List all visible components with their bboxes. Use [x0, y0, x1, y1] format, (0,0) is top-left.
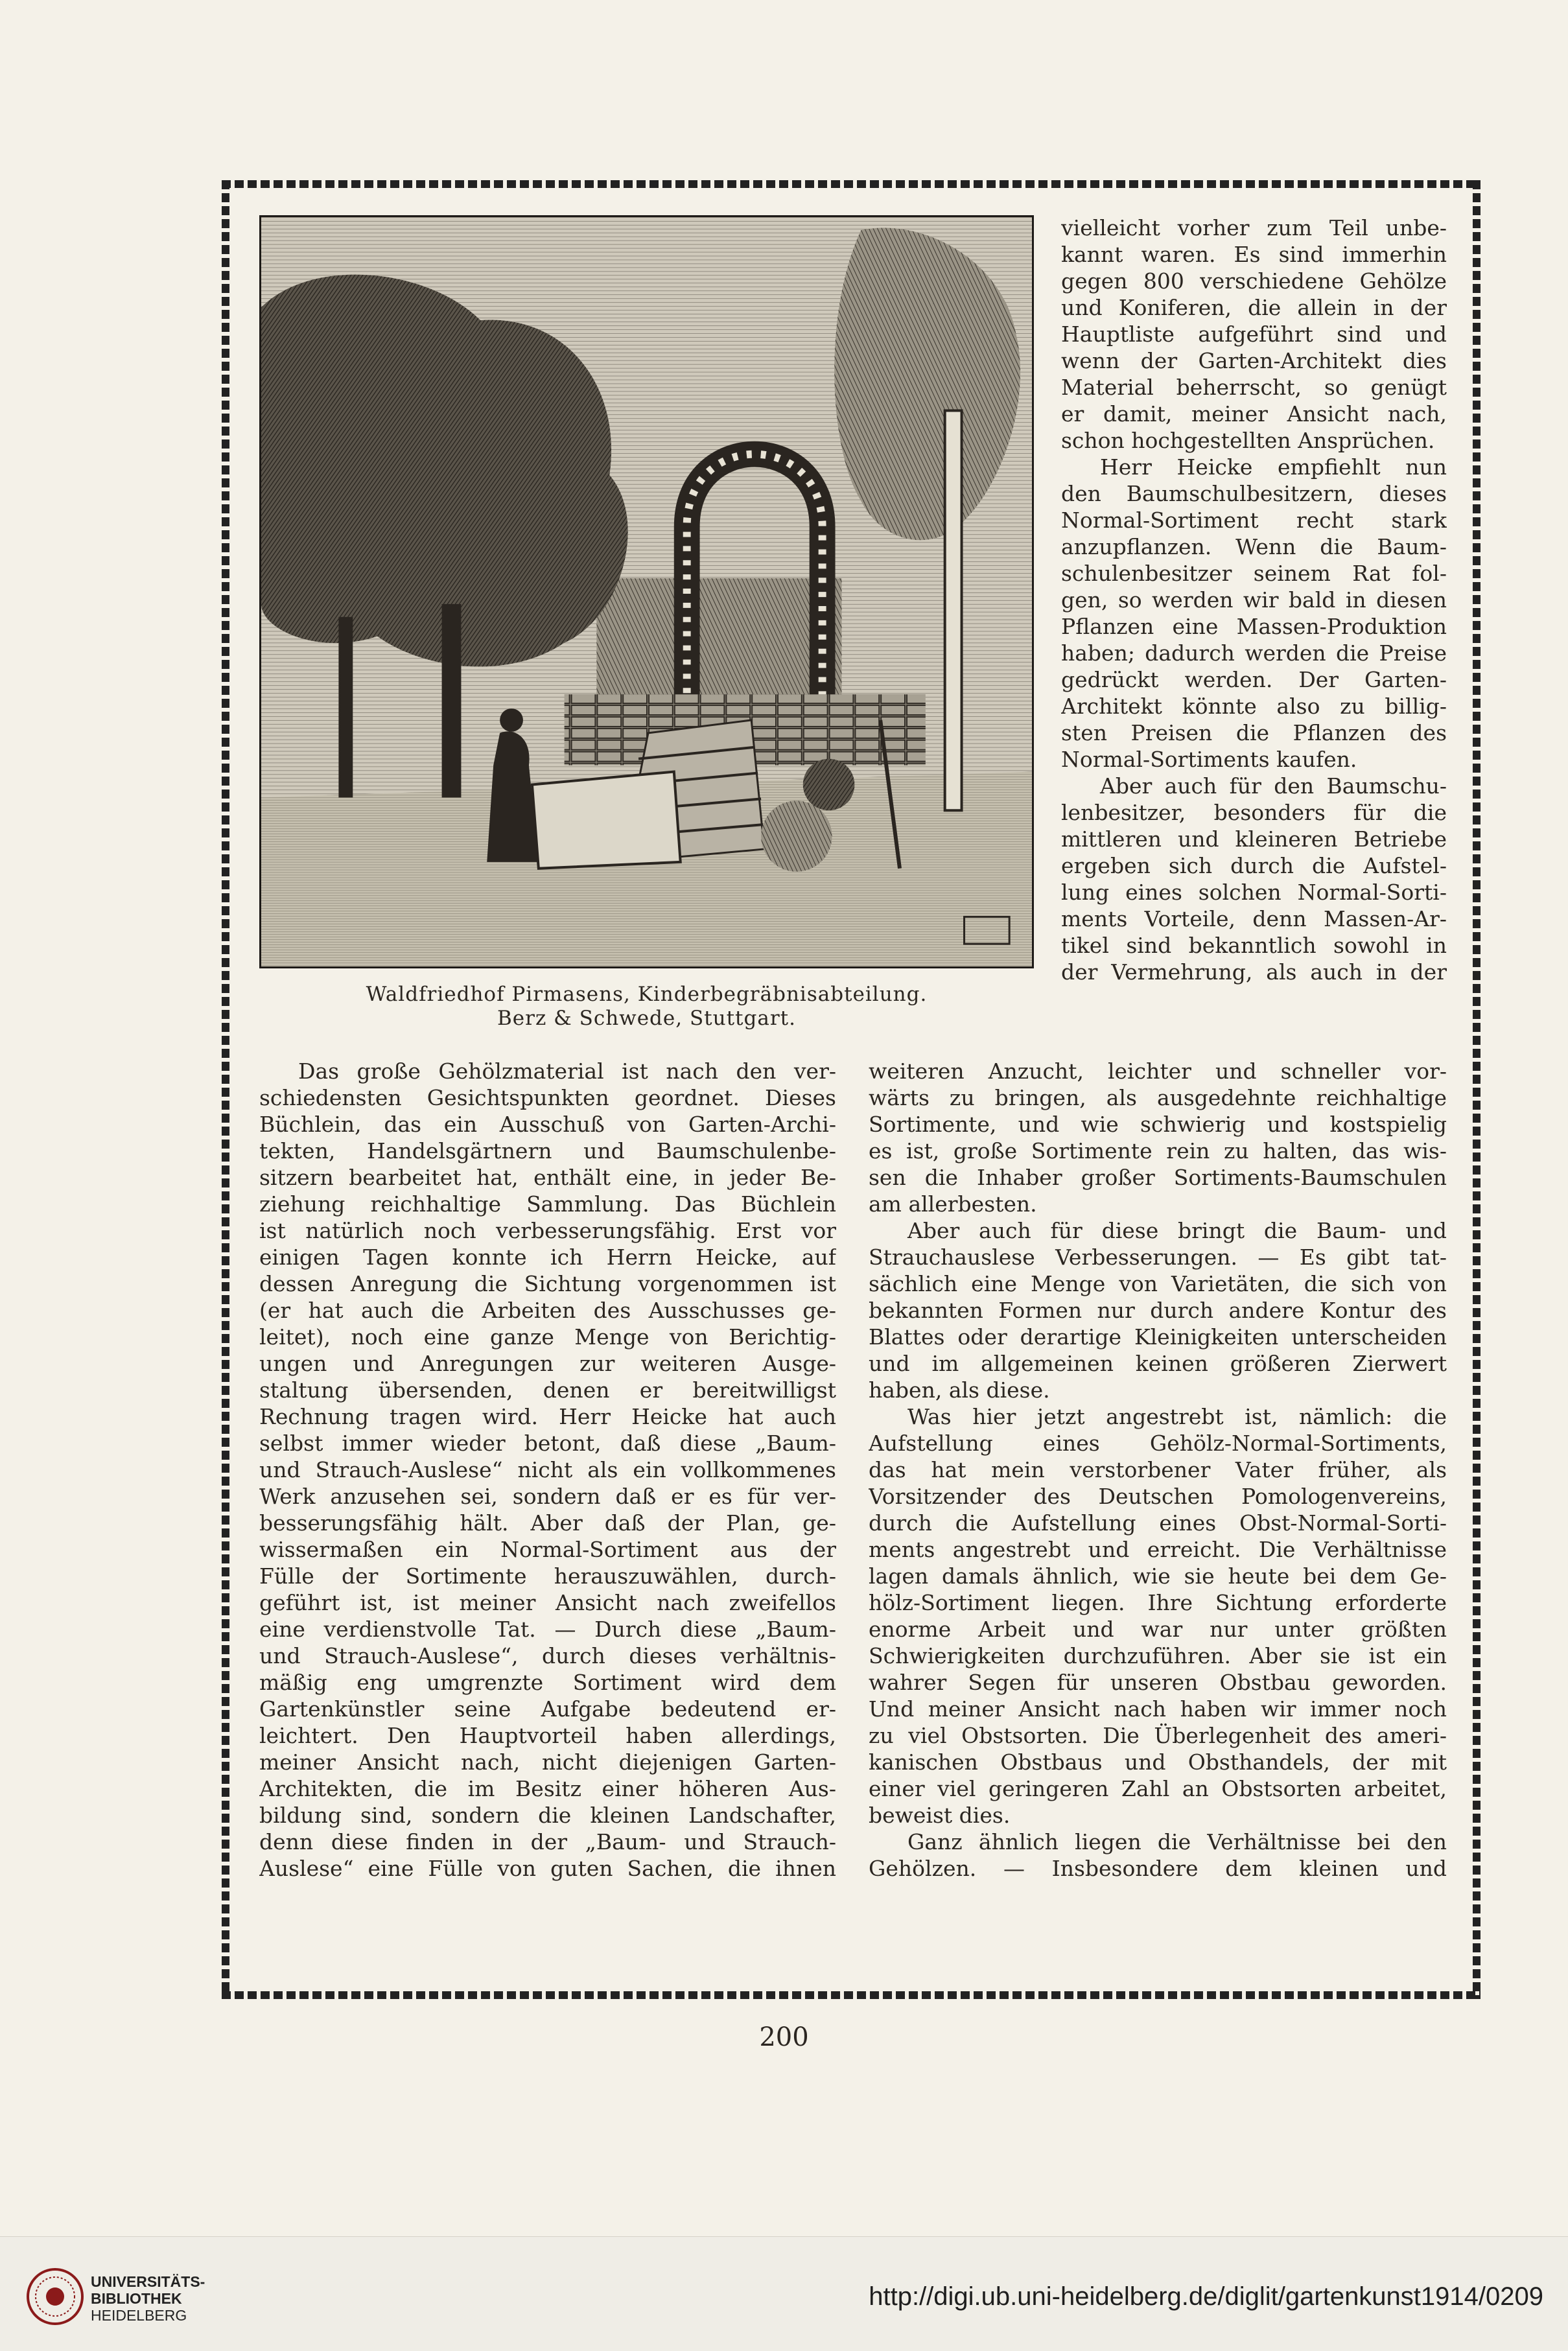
text-line: mäßig eng umgrenzte Sortiment wird dem: [259, 1670, 836, 1695]
text-line: enorme Arbeit und war nur unter größten: [869, 1617, 1447, 1642]
border-top: [222, 180, 1480, 188]
text-line: schon hochgestellten Ansprüchen.: [1061, 428, 1435, 453]
text-line: Herr Heicke empfiehlt nun: [1100, 454, 1447, 480]
text-line: Aber auch für diese bringt die Baum- und: [907, 1218, 1447, 1243]
text-line: Vorsitzender des Deutschen Pomologenvereins,: [869, 1484, 1447, 1509]
text-line: haben, als diese.: [869, 1377, 1050, 1403]
text-line: vielleicht vorher zum Teil unbe-: [1061, 215, 1447, 240]
text-line: bekannten Formen nur durch andere Kontur des: [869, 1298, 1447, 1323]
text-line: eine verdienstvolle Tat. — Durch diese „Baum-: [259, 1617, 836, 1642]
text-line: Gehölzen. — Insbesondere dem kleinen und: [869, 1856, 1447, 1881]
text-line: lenbesitzer, besonders für die: [1061, 800, 1447, 825]
text-line: Büchlein, das ein Ausschuß von Garten-Archi-: [259, 1112, 836, 1137]
text-column-top-right: [1061, 215, 1447, 985]
text-line: es ist, große Sortimente rein zu halten, das wis-: [869, 1138, 1447, 1164]
text-line: er damit, meiner Ansicht nach,: [1061, 401, 1447, 427]
text-line: leichtert. Den Hauptvorteil haben allerdings,: [259, 1723, 836, 1748]
text-line: haben; dadurch werden die Preise: [1061, 640, 1447, 666]
source-url-link[interactable]: http://digi.ub.uni-heidelberg.de/diglit/gartenkunst1914/0209: [869, 2282, 1543, 2311]
text-line: der Vermehrung, als auch in der: [1061, 959, 1447, 985]
text-line: gen, so werden wir bald in diesen: [1061, 587, 1447, 613]
text-line: anzupflanzen. Wenn die Baum-: [1061, 534, 1447, 559]
text-column-right: [869, 1058, 1447, 1882]
text-line: selbst immer wieder betont, daß diese „Baum-: [259, 1431, 836, 1456]
text-line: meiner Ansicht nach, nicht diejenigen Garten-: [259, 1749, 836, 1775]
text-line: und im allgemeinen keinen größeren Zierwert: [869, 1351, 1447, 1376]
text-line: dessen Anregung die Sichtung vorgenommen ist: [259, 1271, 836, 1296]
text-line: besserungsfähig hält. Aber daß der Plan, ge-: [259, 1510, 836, 1536]
text-line: Ganz ähnlich liegen die Verhältnisse bei den: [907, 1829, 1447, 1854]
text-line: Normal-Sortiments kaufen.: [1061, 747, 1357, 772]
text-line: schulenbesitzer seinem Rat fol-: [1061, 561, 1447, 586]
text-line: (er hat auch die Arbeiten des Ausschusses ge-: [259, 1298, 836, 1323]
text-line: und Strauch-Auslese“ nicht als ein vollkommenes: [259, 1457, 836, 1482]
text-line: leitet), noch eine ganze Menge von Berichtig-: [259, 1324, 836, 1350]
caption-line: Berz & Schwede, Stuttgart.: [497, 1007, 796, 1030]
engraving-illustration: [259, 215, 1034, 968]
text-line: Auslese“ eine Fülle von guten Sachen, die ihnen: [259, 1856, 836, 1881]
text-line: Blattes oder derartige Kleinigkeiten unterscheiden: [869, 1324, 1447, 1350]
library-name-line: UNIVERSITÄTS-: [91, 2273, 205, 2290]
garden-engraving-image: [261, 217, 1032, 966]
text-line: wärts zu bringen, als ausgedehnte reichhaltige: [869, 1085, 1447, 1110]
text-line: zu viel Obstsorten. Die Überlegenheit des ameri-: [869, 1723, 1447, 1748]
text-line: gedrückt werden. Der Garten-: [1061, 667, 1447, 692]
text-line: einer viel geringeren Zahl an Obstsorten arbeitet,: [869, 1776, 1447, 1801]
text-line: wahrer Segen für unseren Obstbau geworden.: [869, 1670, 1447, 1695]
text-line: Schwierigkeiten durchzuführen. Aber sie ist ein: [869, 1643, 1447, 1668]
text-line: Fülle der Sortimente herauszuwählen, durch-: [259, 1563, 836, 1589]
text-line: lung eines solchen Normal-Sorti-: [1061, 880, 1447, 905]
page-number: 200: [759, 2022, 809, 2052]
text-line: ergeben sich durch die Aufstel-: [1061, 853, 1447, 878]
text-line: kannt waren. Es sind immerhin: [1061, 242, 1447, 267]
text-line: und Strauch-Auslese“, durch dieses verhältnis-: [259, 1643, 836, 1668]
text-line: hölz-Sortiment liegen. Ihre Sichtung erforderte: [869, 1590, 1447, 1615]
border-bottom: [222, 1991, 1480, 1999]
text-line: sitzern bearbeitet hat, enthält eine, in jeder Be-: [259, 1165, 836, 1190]
text-line: ungen und Anregungen zur weiteren Ausge-: [259, 1351, 836, 1376]
text-line: Werk anzusehen sei, sondern daß er es für ver-: [259, 1484, 836, 1509]
text-line: tikel sind bekanntlich sowohl in: [1061, 933, 1447, 958]
text-line: gegen 800 verschiedene Gehölze: [1061, 268, 1447, 294]
caption-line: Waldfriedhof Pirmasens, Kinderbegräbnisabteilung.: [366, 983, 928, 1006]
text-line: ments angestrebt und erreicht. Die Verhältnisse: [869, 1537, 1447, 1562]
text-line: Architekt könnte also zu billig-: [1061, 694, 1447, 719]
viewer-footer: [0, 2236, 1568, 2351]
text-line: Sortimente, und wie schwierig und kostspielig: [869, 1112, 1447, 1137]
text-line: kanischen Obstbaus und Obsthandels, der mit: [869, 1749, 1447, 1775]
library-name: [91, 2273, 205, 2324]
text-line: Hauptliste aufgeführt sind und: [1061, 322, 1447, 347]
text-line: einigen Tagen konnte ich Herrn Heicke, auf: [259, 1245, 836, 1270]
text-line: beweist dies.: [869, 1803, 1011, 1828]
text-line: Strauchauslese Verbesserungen. — Es gibt tat-: [869, 1245, 1447, 1270]
text-line: Architekten, die im Besitz einer höheren Aus-: [259, 1776, 836, 1801]
text-line: Normal-Sortiment recht stark: [1061, 508, 1447, 533]
text-line: am allerbesten.: [869, 1191, 1037, 1217]
text-line: staltung übersenden, denen er bereitwilligst: [259, 1377, 836, 1403]
text-line: mittleren und kleineren Betriebe: [1061, 826, 1447, 852]
text-line: sen die Inhaber großer Sortiments-Baumschulen: [869, 1165, 1447, 1190]
text-line: ments Vorteile, denn Massen-Ar-: [1061, 906, 1447, 931]
text-line: Das große Gehölzmaterial ist nach den ver-: [298, 1059, 836, 1084]
text-line: wissermaßen ein Normal-Sortiment aus der: [259, 1537, 836, 1562]
text-column-left: [259, 1058, 836, 1882]
library-name-line: BIBLIOTHEK: [91, 2290, 182, 2307]
text-line: schiedensten Gesichtspunkten geordnet. Dieses: [259, 1085, 836, 1110]
text-line: sächlich eine Menge von Varietäten, die sich von: [869, 1271, 1447, 1296]
text-line: weiteren Anzucht, leichter und schneller vor-: [869, 1059, 1447, 1084]
text-line: Was hier jetzt angestrebt ist, nämlich: die: [907, 1404, 1447, 1429]
text-line: Gartenkünstler seine Aufgabe bedeutend er-: [259, 1696, 836, 1722]
text-line: Aber auch für den Baumschu-: [1100, 773, 1447, 799]
text-line: ist natürlich noch verbesserungsfähig. Erst vor: [259, 1218, 836, 1243]
text-line: denn diese finden in der „Baum- und Strauch-: [259, 1829, 836, 1854]
text-line: durch die Aufstellung eines Obst-Normal-Sorti-: [869, 1510, 1447, 1536]
text-line: Und meiner Ansicht nach haben wir immer noch: [869, 1696, 1447, 1722]
text-line: Rechnung tragen wird. Herr Heicke hat auch: [259, 1404, 836, 1429]
text-line: tekten, Handelsgärtnern und Baumschulenbe-: [259, 1138, 836, 1164]
text-line: geführt ist, ist meiner Ansicht nach zweifellos: [259, 1590, 836, 1615]
text-line: Aufstellung eines Gehölz-Normal-Sortiments,: [869, 1431, 1447, 1456]
text-line: wenn der Garten-Architekt dies: [1061, 348, 1447, 373]
figure-caption: [259, 983, 1034, 1031]
text-line: bildung sind, sondern die kleinen Landschafter,: [259, 1803, 836, 1828]
text-line: sten Preisen die Pflanzen des: [1061, 720, 1447, 745]
text-line: lagen damals ähnlich, wie sie heute bei dem Ge-: [869, 1563, 1447, 1589]
border-left: [222, 180, 229, 1999]
text-line: den Baumschulbesitzern, dieses: [1061, 481, 1447, 506]
border-right: [1473, 180, 1480, 1999]
text-line: Material beherrscht, so genügt: [1061, 375, 1447, 400]
text-line: Pflanzen eine Massen-Produktion: [1061, 614, 1447, 639]
university-seal-icon: [26, 2266, 84, 2328]
text-line: ziehung reichhaltige Sammlung. Das Büchlein: [259, 1191, 836, 1217]
text-line: das hat mein verstorbener Vater früher, als: [869, 1457, 1447, 1482]
text-line: und Koniferen, die allein in der: [1061, 295, 1447, 320]
library-name-line: HEIDELBERG: [91, 2307, 187, 2324]
